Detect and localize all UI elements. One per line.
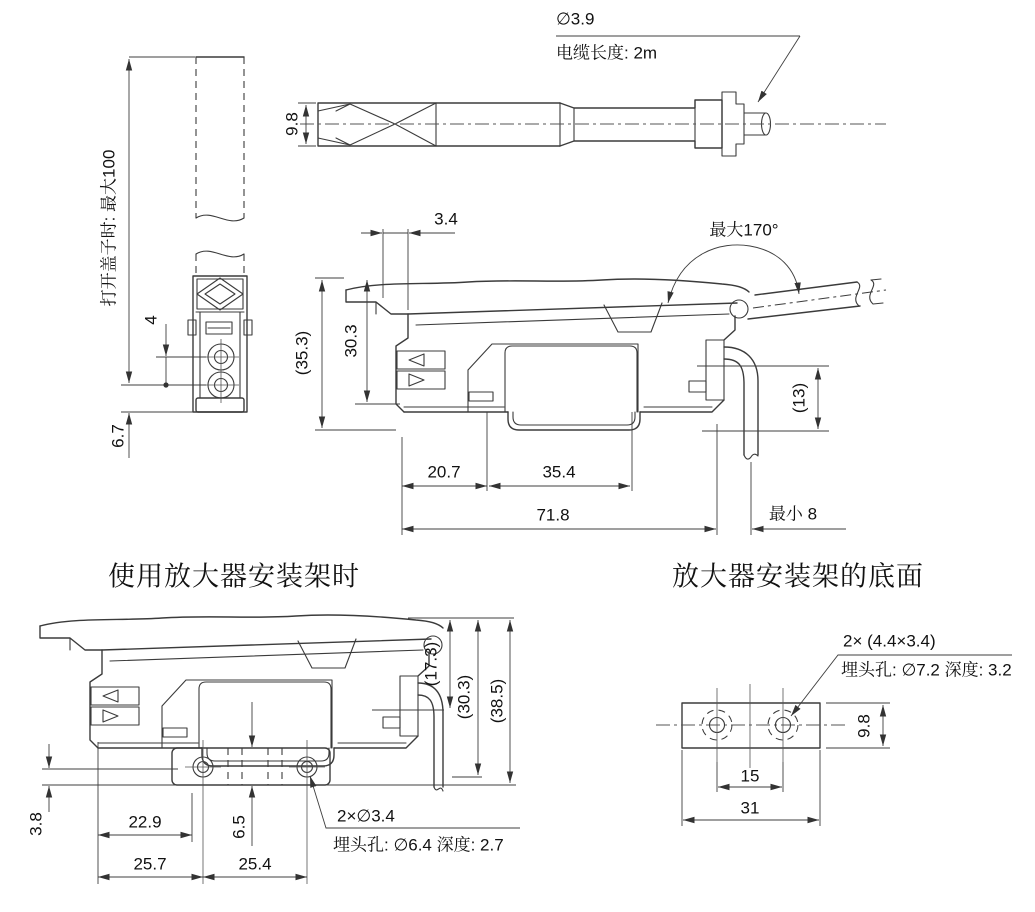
bracket-view-title: 使用放大器安装架时 — [108, 561, 360, 592]
bottom-view-title: 放大器安装架的底面 — [672, 561, 924, 592]
dim-rail-width: 35.4 — [542, 462, 576, 482]
dim-bottom-width: 9.8 — [854, 714, 874, 738]
dim-bottom-length: 31 — [740, 798, 760, 818]
dim-depth-front: 25.7 — [133, 854, 167, 874]
bracket-holes-note: 2×∅3.4 — [337, 806, 395, 826]
dim-body-height: 30.3 — [341, 324, 361, 358]
dim-total-height: (35.3) — [292, 330, 312, 376]
dim-bracket-cable-height: (17.3) — [421, 641, 441, 687]
bottom-counterbore-note: 埋头孔: ∅7.2 深度: 3.2 — [841, 660, 1012, 680]
dim-cover-overhang: 3.4 — [434, 209, 458, 229]
dim-min-clearance: 最小 8 — [768, 504, 818, 524]
dim-front-depth: 20.7 — [427, 462, 461, 482]
bracket-counterbore-note: 埋头孔: ∅6.4 深度: 2.7 — [333, 835, 504, 855]
dim-bracket-total-height: (38.5) — [487, 678, 507, 724]
dim-bracket-body-height: (30.3) — [454, 674, 474, 720]
cable-length-note: 电缆长度: 2m — [556, 43, 658, 63]
dim-plate-thickness: 3.8 — [26, 812, 46, 836]
dim-center-offset: 6.5 — [229, 815, 249, 839]
dim-open-cover-height: 打开盖子时: 最大100 — [99, 149, 119, 307]
dim-top-height: 9.8 — [282, 112, 302, 136]
dim-bottom-hole-pitch: 15 — [740, 766, 760, 786]
bracket-bottom-view — [656, 655, 1012, 826]
dim-bottom-offset: 6.7 — [108, 424, 128, 448]
dim-hole-offset: 22.9 — [128, 812, 162, 832]
front-view — [121, 57, 252, 458]
dim-hole-pitch: 25.4 — [238, 854, 272, 874]
dim-cable-exit-height: (13) — [789, 382, 809, 414]
bottom-holes-note: 2× (4.4×3.4) — [843, 631, 936, 651]
dim-cable-diameter: ∅3.9 — [556, 9, 595, 29]
dim-port-pitch: 4 — [141, 315, 161, 325]
dim-total-depth: 71.8 — [536, 505, 570, 525]
max-open-angle-note: 最大170° — [709, 220, 779, 240]
